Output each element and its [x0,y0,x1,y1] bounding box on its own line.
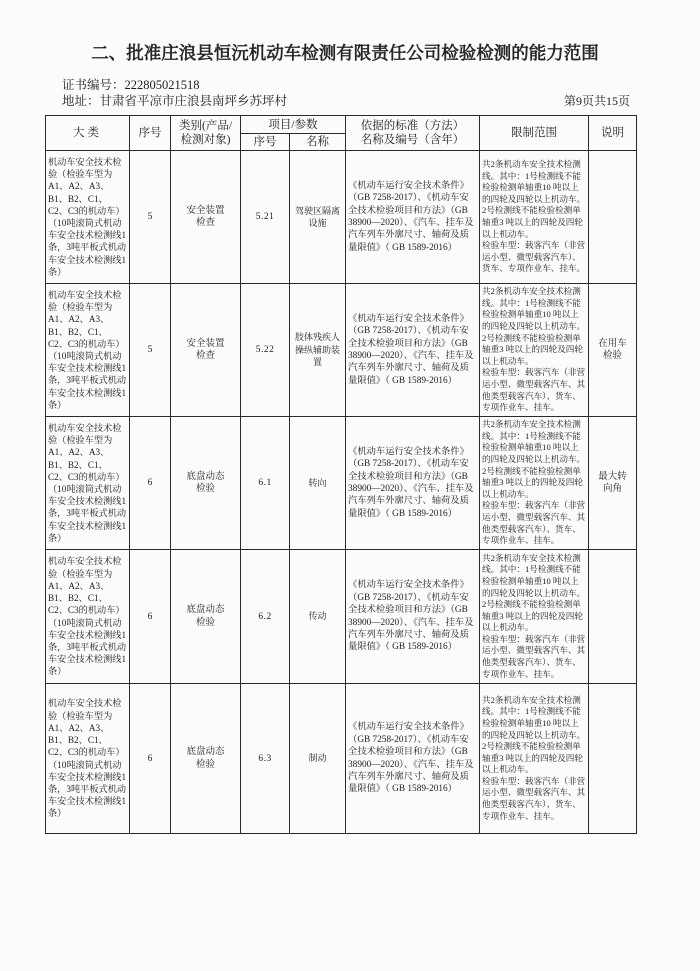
table-row [46,151,637,284]
item-seq-cell: 6.1 [241,417,290,550]
table-row [46,550,637,684]
item-seq-cell: 6.3 [241,684,290,834]
category-cell [46,284,130,417]
item-name-cell: 肢体残疾人操纵辅助装置 [290,284,346,417]
object-text: 安全装置检查 [186,205,225,228]
limit-text: 共2条机动车安全技术检测线。其中：1号检测线不能检验检测单轴重10 吨以上的四轮及四轮以上机动车。 [482,419,586,465]
object-cell [171,284,241,417]
category-text: （10吨滚筒式机动车安全技术检测线1条，3吨平板式机动车安全技术检测线1条） [48,617,127,677]
category-cell [46,151,130,284]
category-text: 机动车安全技术检验（检验车型为A1、A2、A3、B1、B2、C1、C2、C3的机动车） [48,156,125,216]
item-seq-cell: 5.22 [241,284,290,417]
object-cell [171,151,241,284]
header-seq: 序号 [130,116,171,151]
seq-cell: 5 [130,151,171,284]
item-name-cell: 转向 [290,417,346,550]
header-standard [346,116,480,151]
object-cell [171,417,241,550]
seq-cell: 6 [130,684,171,834]
limit-cell [480,151,589,284]
certificate-number: 222805021518 [124,78,200,92]
object-text: 底盘动态检验 [186,471,225,494]
limit-text: 检验车型：载客汽车（非营运小型、微型载客汽车）、货车、专项作业车、挂车。 [482,240,586,274]
header-item-name: 名称 [290,134,346,151]
object-cell [171,684,241,834]
seq-cell: 5 [130,284,171,417]
limit-cell [480,550,589,684]
note-text: 在用车检验 [598,338,627,361]
limit-cell [480,684,589,834]
item-name-cell: 传动 [290,550,346,684]
header-object-line: 检测对象) [180,134,231,146]
address-label: 地址： [62,94,100,108]
header-object-line: 类别(产品/ [178,120,233,132]
limit-text: 检验车型：载客汽车（非营运小型、微型载客汽车、其他类型载客汽车）、货车、专项作业车、挂车。 [482,500,586,546]
header-item-group: 项目/参数 [241,116,346,134]
seq-cell: 6 [130,417,171,550]
item-name-cell: 制动 [290,684,346,834]
limit-text: 共2条机动车安全技术检测线。其中：1号检测线不能检验检测单轴重10 吨以上的四轮及四轮以上机动车。 [482,286,586,332]
category-text: 机动车安全技术检验（检验车型为A1、A2、A3、B1、B2、C1、C2、C3的机动车） [48,698,125,758]
header-row [46,116,637,134]
category-text: 机动车安全技术检验（检验车型为A1、A2、A3、B1、B2、C1、C2、C3的机动车） [48,289,125,349]
note-cell [589,284,637,417]
category-text: 机动车安全技术检验（检验车型为A1、A2、A3、B1、B2、C1、C2、C3的机动车） [48,556,125,616]
category-cell [46,417,130,550]
standard-cell: 《机动车运行安全技术条件》（GB 7258-2017）、《机动车安全技术检验项目和方法》（GB 38900—2020）、《汽车、挂车及汽车列车外廓尺寸、轴荷及质量限值》（ GB 1589-2016） [346,417,480,550]
limit-cell [480,284,589,417]
limit-text: 2号检测线不能检验检测单轴重3 吨以上的四轮及四轮以上机动车。 [482,465,583,499]
limit-text: 共2条机动车安全技术检测线。其中：1号检测线不能检验检测单轴重10 吨以上的四轮及四轮以上机动车。 [482,694,586,740]
standard-cell: 《机动车运行安全技术条件》（GB 7258-2017）、《机动车安全技术检验项目和方法》（GB 38900—2020）、《汽车、挂车及汽车列车外廓尺寸、轴荷及质量限值》（ GB 1589-2016） [346,284,480,417]
page-title: 二、批准庄浪县恒沅机动车检测有限责任公司检验检测的能力范围 [91,43,599,63]
table-row [46,284,637,417]
limit-text: 2号检测线不能检验检测单轴重3 吨以上的四轮及四轮以上机动车。 [482,332,583,366]
item-name-cell: 驾驶区隔离设施 [290,151,346,284]
address-line [62,94,287,109]
limit-cell [480,417,589,550]
address-value: 甘肃省平凉市庄浪县南坪乡苏坪村 [99,94,288,108]
limit-text: 检验车型：载客汽车（非营运小型、微型载客汽车、其他类型载客汽车）、货车、专项作业车、挂车。 [482,633,586,679]
header-item-seq: 序号 [241,134,290,151]
limit-text: 检验车型：载客汽车（非营运小型、微型载客汽车、其他类型载客汽车）、货车、专项作业车、挂车。 [482,367,586,413]
category-text: （10吨滚筒式机动车安全技术检测线1条，3吨平板式机动车安全技术检测线1条） [48,484,127,543]
limit-text: 共2条机动车安全技术检测线。其中：1号检测线不能检验检测单轴重10 吨以上的四轮及四轮以上机动车。 [482,159,586,204]
header-category: 大类 [46,116,130,151]
limit-text: 2号检测线不能检验检测单轴重3 吨以上的四轮及四轮以上机动车。 [482,599,583,633]
certificate-line [62,78,200,93]
category-text: （10吨滚筒式机动车安全技术检测线1条，3吨平板式机动车安全技术检测线1条） [48,351,127,410]
table-row [46,684,637,834]
standard-cell: 《机动车运行安全技术条件》（GB 7258-2017）、《机动车安全技术检验项目和方法》（GB 38900—2020）、《汽车、挂车及汽车列车外廓尺寸、轴荷及质量限值》（ GB 1589-2016） [346,550,480,684]
category-cell [46,684,130,834]
item-seq-cell: 5.21 [241,151,290,284]
standard-cell: 《机动车运行安全技术条件》（GB 7258-2017）、《机动车安全技术检验项目和方法》（GB 38900—2020）、《汽车、挂车及汽车列车外廓尺寸、轴荷及质量限值》（ GB 1589-2016） [346,684,480,834]
limit-text: 共2条机动车安全技术检测线。其中：1号检测线不能检验检测单轴重10 吨以上的四轮及四轮以上机动车。 [482,552,586,598]
table-row [46,417,637,550]
standard-cell: 《机动车运行安全技术条件》（GB 7258-2017）、《机动车安全技术检验项目和方法》（GB 38900—2020）、《汽车、挂车及汽车列车外廓尺寸、轴荷及质量限值》（ GB 1589-2016） [346,151,480,284]
category-cell [46,550,130,684]
category-text: （10吨滚筒式机动车安全技术检测线1条，3吨平板式机动车安全技术检测线1条） [48,218,127,277]
object-text: 底盘动态检验 [186,747,225,770]
item-seq-cell: 6.2 [241,550,290,684]
note-cell [589,417,637,550]
object-text: 安全装置检查 [186,338,225,361]
limit-text: 2号检测线不能检验检测单轴重3 吨以上的四轮及四轮以上机动车。 [482,741,583,775]
note-cell [589,550,637,684]
object-text: 底盘动态检验 [186,605,225,628]
object-cell [171,550,241,684]
header-standard-line: 名称及编号（含年） [360,134,465,146]
limit-text: 检验车型：载客汽车（非营运小型、微型载客汽车、其他类型载客汽车）、货车、专项作业车、挂车。 [482,775,586,821]
note-cell [589,151,637,284]
category-text: 机动车安全技术检验（检验车型为A1、A2、A3、B1、B2、C1、C2、C3的机动车） [48,422,125,482]
header-limit: 限制范围 [480,116,589,151]
category-text: （10吨滚筒式机动车安全技术检测线1条，3吨平板式机动车安全技术检测线1条） [48,759,127,819]
header-standard-line: 依据的标准（方法） [360,120,465,132]
note-cell [589,684,637,834]
page-number: 第9页共15页 [563,94,630,108]
seq-cell: 6 [130,550,171,684]
note-text: 最大转向角 [598,471,627,494]
header-object [171,116,241,151]
capability-table [45,115,637,834]
header-note: 说明 [589,116,637,151]
limit-text: 2号检测线不能检验检测单轴重3 吨以上的四轮及四轮以上机动车。 [482,205,583,239]
table-header [46,116,637,151]
certificate-label: 证书编号： [62,78,125,92]
